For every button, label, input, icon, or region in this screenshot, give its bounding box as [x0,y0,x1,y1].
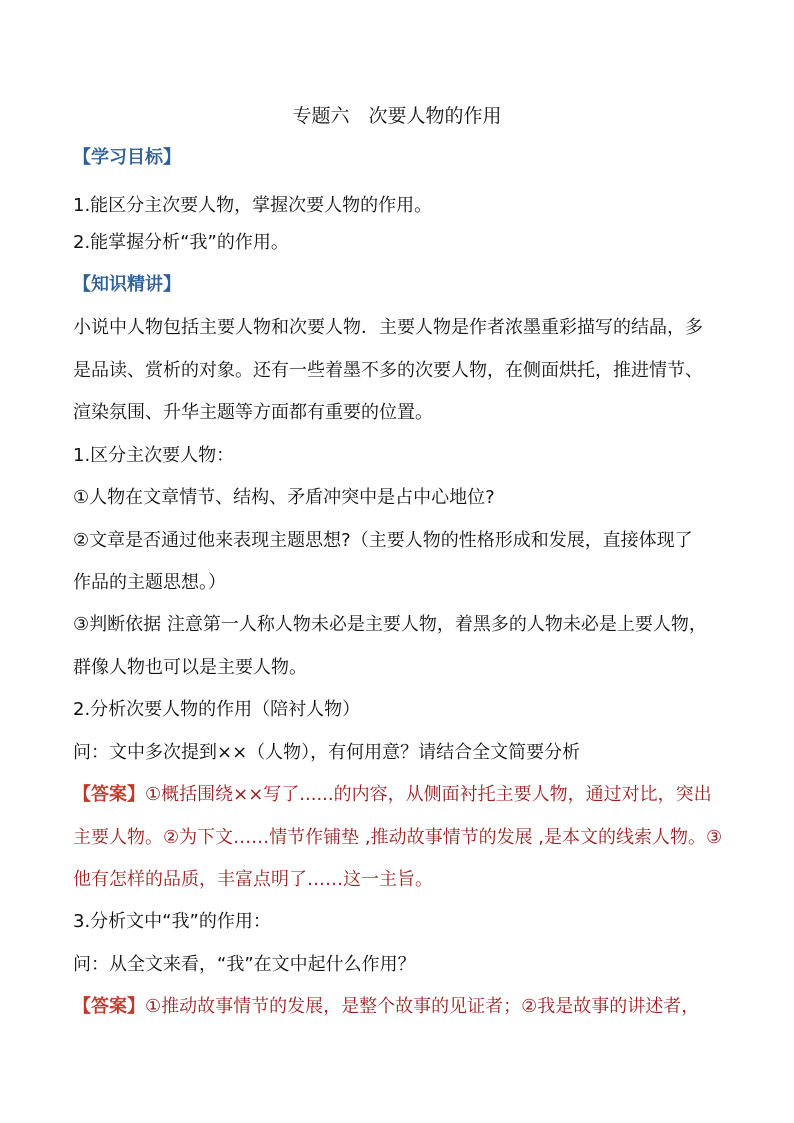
answer-tag: 【答案】 [73,996,145,1017]
point2-answer-line: 主要人物。②为下文……情节作铺垫 ,推动故事情节的发展 ,是本文的线索人物。③ [73,827,723,848]
point3-answer-line [73,993,699,1021]
point3-question: 问：从全文来看，“我”在文中起什么作用？ [73,954,416,975]
point1-line: 群像人物也可以是主要人物。 [73,657,307,678]
answer-text: ①概括围绕××写了......的内容，从侧面衬托主要人物，通过对比，突出 [145,784,712,805]
learning-goal-item: 2.能掌握分析“我”的作用。 [73,232,289,253]
point3-title: 3.分析文中“我”的作用： [73,911,271,932]
answer-tag: 【答案】 [73,784,145,805]
point1-line: ①人物在文章情节、结构、矛盾冲突中是占中心地位? [73,487,495,508]
point1-line: ②文章是否通过他来表现主题思想?（主要人物的性格形成和发展，直接体现了 [73,530,693,551]
knowledge-intro-line: 小说中人物包括主要人物和次要人物．主要人物是作者浓墨重彩描写的结晶，多 [73,317,703,338]
answer-text: ①推动故事情节的发展，是整个故事的见证者；②我是故事的讲述者， [145,996,700,1017]
point1-title: 1.区分主次要人物： [73,445,235,466]
page-title: 专题六 次要人物的作用 [292,105,502,127]
section-heading-learning-goals: 【学习目标】 [73,147,181,168]
knowledge-intro-line: 渲染氛围、升华主题等方面都有重要的位置。 [73,402,433,423]
learning-goal-item: 1.能区分主次要人物，掌握次要人物的作用。 [73,195,433,216]
point2-answer-line [73,781,712,809]
point2-title: 2.分析次要人物的作用（陪衬人物） [73,699,361,720]
point1-line: ③判断依据 注意第一人称人物未必是主要人物，着黑多的人物未必是上要人物， [73,614,707,635]
point2-question: 问：文中多次提到××（人物），有何用意？请结合全文简要分析 [73,742,581,763]
point1-line: 作品的主题思想。） [73,572,226,593]
section-heading-knowledge: 【知识精讲】 [73,274,181,295]
point2-answer-line: 他有怎样的品质，丰富点明了……这一主旨。 [73,869,433,890]
knowledge-intro-line: 是品读、赏析的对象。还有一些着墨不多的次要人物，在侧面烘托，推进情节、 [73,360,703,381]
